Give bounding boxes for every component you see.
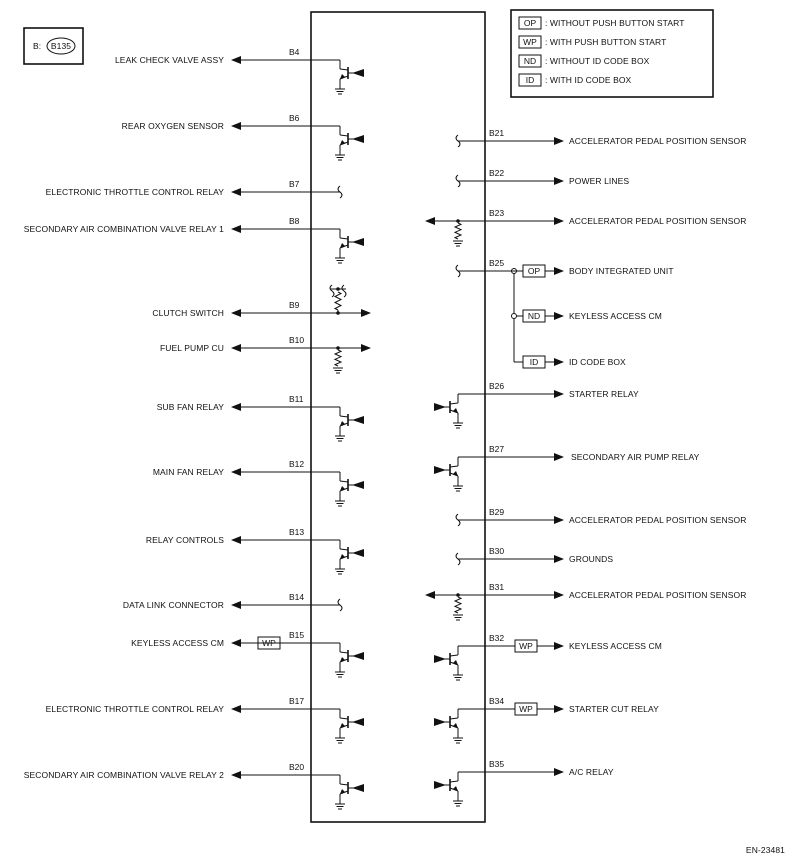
pin-destination-label: SECONDARY AIR COMBINATION VALVE RELAY 1 [23,224,224,234]
pin-destination-label: SUB FAN RELAY [156,402,224,412]
pin-number: B17 [289,696,305,706]
pin-number: B13 [289,527,305,537]
option-tag: ND [527,311,541,321]
pin-destination-label: BODY INTEGRATED UNIT [569,266,674,276]
legend [511,10,713,97]
option-tag: ID [529,357,539,367]
legend-text: : WITHOUT ID CODE BOX [545,56,650,66]
pin-destination-label: POWER LINES [569,176,630,186]
left-pin-b8 [24,216,364,263]
pin-destination-label: SECONDARY AIR COMBINATION VALVE RELAY 2 [23,770,224,780]
pin-number: B21 [489,128,505,138]
right-pin-b27 [434,444,700,491]
pin-destination-label: FUEL PUMP CU [159,343,224,353]
left-pin-b10 [160,335,370,373]
right-pin-branch-4 [512,310,662,362]
left-pin-b17 [46,696,364,743]
pin-number: B27 [489,444,505,454]
right-pin-b23 [426,208,746,246]
option-tag: OP [527,266,541,276]
right-pin-b25 [456,258,674,314]
pin-number: B26 [489,381,505,391]
figure-code: EN-23481 [745,845,785,855]
pin-number: B8 [289,216,300,226]
pin-destination-label: MAIN FAN RELAY [152,467,224,477]
legend-code: WP [523,37,537,47]
pin-number: B20 [289,762,305,772]
legend-text: : WITH ID CODE BOX [545,75,632,85]
right-pin-b34 [434,696,659,743]
pin-destination-label: ACCELERATOR PEDAL POSITION SENSOR [569,136,747,146]
pin-destination-label: ACCELERATOR PEDAL POSITION SENSOR [569,590,747,600]
legend-item [519,36,666,48]
legend-code: OP [523,18,537,28]
pin-number: B11 [289,394,304,404]
connector-id: B135 [50,41,72,51]
connector-prefix: B: [33,41,42,51]
pin-destination-label: ID CODE BOX [569,357,626,367]
pin-number: B7 [289,179,300,189]
pin-number: B12 [289,459,305,469]
pin-destination-label: SECONDARY AIR PUMP RELAY [571,452,700,462]
pin-number: B6 [289,113,300,123]
right-pin-b21 [456,128,746,147]
legend-text: : WITH PUSH BUTTON START [545,37,667,47]
right-pin-b22 [456,168,629,187]
legend-item [519,17,685,29]
connector-badge [24,28,83,64]
legend-code: ND [523,56,537,66]
pin-number: B10 [289,335,305,345]
pin-destination-label: DATA LINK CONNECTOR [122,600,224,610]
pin-number: B23 [489,208,505,218]
pin-destination-label: A/C RELAY [569,767,614,777]
pin-number: B25 [489,258,505,268]
pin-number: B15 [289,630,305,640]
pin-number: B35 [489,759,505,769]
right-pin-b30 [456,546,613,565]
right-pin-b29 [456,507,746,526]
left-pins [24,47,370,809]
right-pin-b32 [434,633,662,680]
right-pin-b26 [434,381,639,428]
pin-destination-label: KEYLESS ACCESS CM [569,641,662,651]
pin-destination-label: ELECTRONIC THROTTLE CONTROL RELAY [45,187,224,197]
pin-destination-label: LEAK CHECK VALVE ASSY [114,55,224,65]
pin-destination-label: ACCELERATOR PEDAL POSITION SENSOR [569,216,747,226]
pin-destination-label: ACCELERATOR PEDAL POSITION SENSOR [569,515,747,525]
pin-destination-label: RELAY CONTROLS [145,535,224,545]
pin-number: B22 [489,168,505,178]
left-pin-b11 [157,394,364,441]
left-pin-b15 [131,630,364,677]
left-pin-b13 [146,527,364,574]
pin-destination-label: REAR OXYGEN SENSOR [121,121,224,131]
legend-text: : WITHOUT PUSH BUTTON START [545,18,685,28]
legend-item [519,55,650,67]
left-pin-b6 [122,113,364,160]
pin-number: B9 [289,300,300,310]
pin-number: B32 [489,633,505,643]
pin-destination-label: STARTER CUT RELAY [569,704,659,714]
pin-destination-label: KEYLESS ACCESS CM [131,638,224,648]
pin-destination-label: CLUTCH SWITCH [152,308,224,318]
pin-destination-label: STARTER RELAY [569,389,639,399]
control-unit-box [311,12,485,822]
left-pin-b4 [115,47,364,94]
pin-number: B34 [489,696,505,706]
right-pin-branch-5 [514,356,626,368]
left-pin-b7 [46,179,342,198]
pin-number: B30 [489,546,505,556]
left-pin-b12 [153,459,364,506]
option-tag: WP [262,638,276,648]
right-pin-b35 [434,759,614,806]
pin-number: B14 [289,592,305,602]
pin-number: B31 [489,582,505,592]
left-pin-b20 [24,762,364,809]
pin-destination-label: GROUNDS [569,554,614,564]
pin-destination-label: ELECTRONIC THROTTLE CONTROL RELAY [45,704,224,714]
pin-number: B29 [489,507,505,517]
right-pins [426,128,746,806]
pin-destination-label: KEYLESS ACCESS CM [569,311,662,321]
option-tag: WP [519,641,533,651]
left-pin-b14 [123,592,342,611]
right-pin-b31 [426,582,746,620]
pin-number: B4 [289,47,300,57]
legend-item [519,74,632,86]
legend-code: ID [525,75,535,85]
option-tag: WP [519,704,533,714]
left-pin-b9 [152,285,370,318]
